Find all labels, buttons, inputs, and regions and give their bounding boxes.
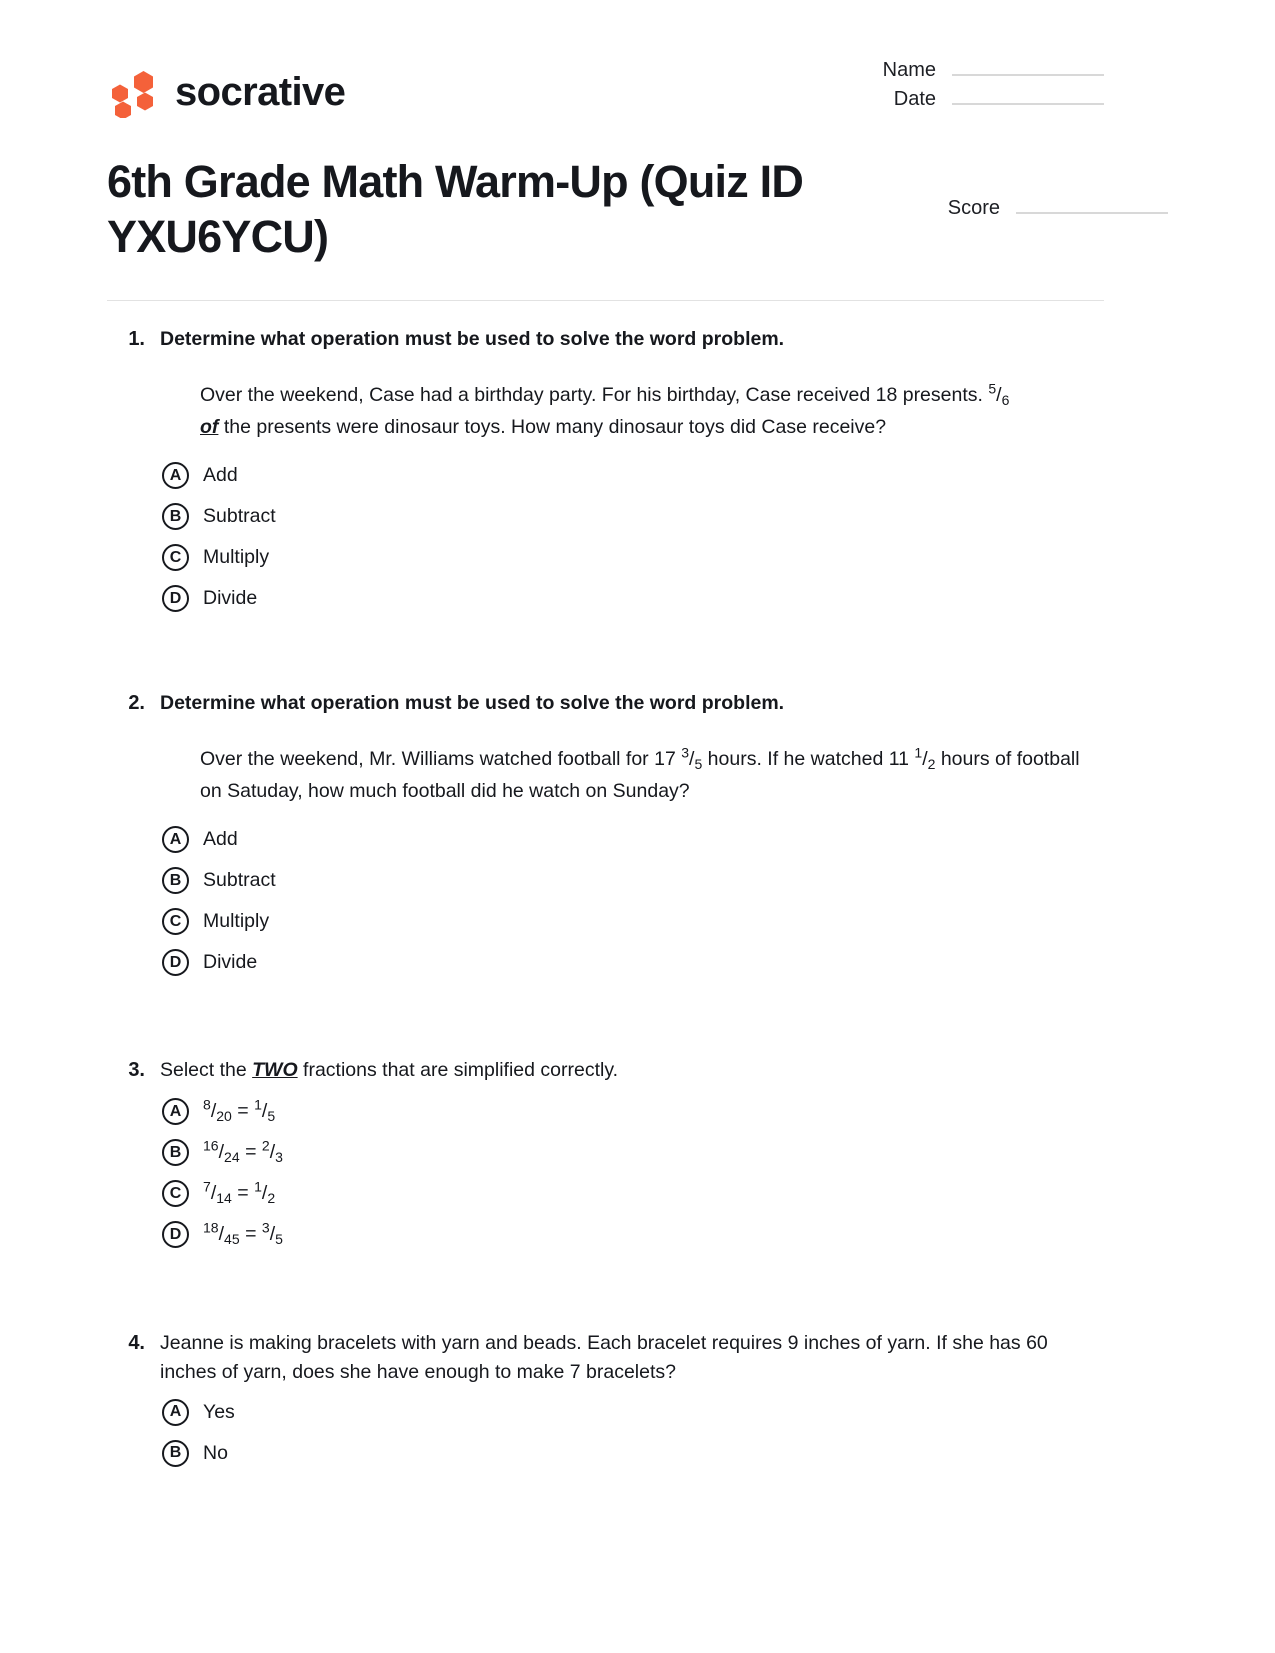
question-1-emphasis: of xyxy=(200,415,219,438)
date-label: Date xyxy=(893,88,936,110)
option-letter-bubble[interactable]: B xyxy=(162,1139,189,1166)
spacer xyxy=(107,647,1104,689)
name-field-row xyxy=(804,58,1104,87)
option-row[interactable] xyxy=(162,860,1104,901)
fraction-slash: / xyxy=(261,1182,268,1205)
fraction-numerator: 7 xyxy=(203,1178,211,1195)
question-4-number: 4. xyxy=(128,1332,145,1355)
option-letter-bubble[interactable]: D xyxy=(162,949,189,976)
fraction-slash: / xyxy=(218,1141,225,1164)
option-label: Subtract xyxy=(203,869,276,892)
question-3-prompt-emphasis: TWO xyxy=(252,1059,298,1082)
fraction-right xyxy=(261,1219,283,1248)
spacer xyxy=(107,1011,1104,1056)
question-3-prompt-pre: Select the xyxy=(160,1059,253,1082)
option-row[interactable] xyxy=(162,1433,1104,1474)
option-label xyxy=(203,1096,276,1125)
socrative-logo xyxy=(107,66,345,118)
option-label: No xyxy=(203,1441,228,1464)
option-row[interactable] xyxy=(162,455,1104,496)
option-label xyxy=(203,1219,283,1248)
option-letter-bubble[interactable]: C xyxy=(162,908,189,935)
option-label xyxy=(203,1178,276,1207)
fraction-denominator: 2 xyxy=(267,1190,276,1207)
question-2-body-mid: hours. If he watched 11 xyxy=(702,748,915,771)
equals-sign: = xyxy=(245,1141,257,1164)
fraction-numerator: 2 xyxy=(261,1137,270,1154)
option-letter-bubble[interactable]: D xyxy=(162,585,189,612)
question-3-number: 3. xyxy=(128,1059,145,1082)
socrative-wordmark: socrative xyxy=(175,70,346,114)
question-1-body xyxy=(200,380,1090,443)
option-row[interactable] xyxy=(162,901,1104,942)
option-label: Multiply xyxy=(203,910,270,933)
question-1-body-post: the presents were dinosaur toys. How many dinosaur toys did Case receive? xyxy=(218,415,887,438)
option-letter-bubble[interactable]: B xyxy=(162,503,189,530)
option-row[interactable] xyxy=(162,1392,1104,1433)
question-2 xyxy=(107,689,1104,983)
question-2-header xyxy=(107,689,1104,718)
fraction-numerator: 18 xyxy=(203,1219,219,1236)
fraction-denominator: 3 xyxy=(275,1149,283,1166)
question-2-fraction-2-denominator: 2 xyxy=(927,756,936,773)
option-letter-bubble[interactable]: D xyxy=(162,1221,189,1248)
equals-sign: = xyxy=(237,1182,249,1205)
name-input-line[interactable] xyxy=(952,58,1104,76)
fraction-left xyxy=(203,1137,240,1166)
fraction-denominator: 14 xyxy=(216,1190,232,1207)
page-header xyxy=(107,58,1104,148)
student-info-fields xyxy=(804,58,1104,116)
header-divider xyxy=(107,300,1104,301)
question-1-options xyxy=(107,455,1104,619)
option-label: Multiply xyxy=(203,545,270,568)
question-4-options xyxy=(107,1392,1104,1474)
name-label: Name xyxy=(882,59,936,81)
socrative-hexagons-icon xyxy=(107,66,159,118)
score-field-row xyxy=(868,196,1168,225)
option-letter-bubble[interactable]: B xyxy=(162,1440,189,1467)
option-row[interactable] xyxy=(162,1132,1104,1173)
question-2-options xyxy=(107,819,1104,983)
fraction-slash: / xyxy=(922,748,928,771)
fraction-slash: / xyxy=(210,1182,217,1205)
option-letter-bubble[interactable]: A xyxy=(162,1399,189,1426)
equals-sign: = xyxy=(237,1100,249,1123)
question-1-fraction xyxy=(988,380,1010,408)
fraction-left xyxy=(203,1219,240,1248)
question-1-prompt: Determine what operation must be used to solve the word problem. xyxy=(160,328,785,350)
option-letter-bubble[interactable]: A xyxy=(162,1098,189,1125)
option-row[interactable] xyxy=(162,819,1104,860)
equals-sign: = xyxy=(245,1223,257,1246)
option-label: Yes xyxy=(203,1400,235,1423)
question-1-header xyxy=(107,325,1104,354)
option-letter-bubble[interactable]: C xyxy=(162,1180,189,1207)
fraction-numerator: 3 xyxy=(261,1219,270,1236)
question-1-body-pre: Over the weekend, Case had a birthday party. For his birthday, Case received 18 presents. xyxy=(200,384,989,406)
question-2-body-pre: Over the weekend, Mr. Williams watched football for 17 xyxy=(200,748,682,771)
option-label: Add xyxy=(203,463,238,486)
fraction-denominator: 45 xyxy=(224,1231,240,1248)
question-2-fraction-1 xyxy=(681,744,703,773)
score-input-line[interactable] xyxy=(1016,196,1168,214)
date-field-row xyxy=(804,87,1104,116)
fraction-numerator: 1 xyxy=(254,1178,262,1195)
option-label: Subtract xyxy=(203,504,276,527)
fraction-left xyxy=(203,1096,232,1125)
question-3-header xyxy=(107,1056,1104,1085)
question-2-fraction-2-numerator: 1 xyxy=(914,744,923,761)
question-4-header xyxy=(107,1329,1104,1386)
spacer xyxy=(107,1283,1104,1329)
score-label: Score xyxy=(947,197,1000,219)
fraction-slash: / xyxy=(269,1223,276,1246)
fraction-denominator: 24 xyxy=(224,1149,240,1166)
question-2-fraction-1-numerator: 3 xyxy=(681,744,690,761)
option-letter-bubble[interactable]: A xyxy=(162,462,189,489)
score-field-block xyxy=(868,196,1168,225)
fraction-left xyxy=(203,1178,232,1207)
question-3 xyxy=(107,1056,1104,1255)
option-row[interactable] xyxy=(162,1173,1104,1214)
question-1 xyxy=(107,325,1104,619)
questions-list xyxy=(107,325,1104,1502)
question-2-body-post: hours of football on Satuday, how much football did he watch on Sunday? xyxy=(200,748,1080,802)
question-3-options xyxy=(107,1091,1104,1255)
fraction-numerator: 16 xyxy=(203,1137,219,1154)
option-letter-bubble[interactable]: B xyxy=(162,867,189,894)
question-4 xyxy=(107,1329,1104,1474)
option-row[interactable] xyxy=(162,1091,1104,1132)
fraction-slash: / xyxy=(261,1100,268,1123)
question-4-prompt: Jeanne is making bracelets with yarn and beads. Each bracelet requires 9 inches of yarn. If she has 60 inches of yarn, does she have enough to make 7 bracelets? xyxy=(160,1332,1048,1383)
question-2-body xyxy=(200,744,1090,807)
option-letter-bubble[interactable]: A xyxy=(162,826,189,853)
fraction-slash: / xyxy=(689,748,695,771)
date-input-line[interactable] xyxy=(952,87,1104,105)
fraction-right xyxy=(261,1137,283,1166)
fraction-denominator: 20 xyxy=(216,1108,232,1125)
fraction-slash: / xyxy=(269,1141,276,1164)
option-row[interactable] xyxy=(162,578,1104,619)
option-label: Add xyxy=(203,828,238,851)
option-row[interactable] xyxy=(162,496,1104,537)
fraction-right xyxy=(254,1096,276,1125)
page-title: 6th Grade Math Warm-Up (Quiz ID YXU6YCU) xyxy=(107,156,804,262)
option-label xyxy=(203,1137,283,1166)
option-label: Divide xyxy=(203,586,258,609)
fraction-slash: / xyxy=(996,384,1002,406)
question-1-fraction-numerator: 5 xyxy=(988,380,997,397)
option-label: Divide xyxy=(203,951,258,974)
option-letter-bubble[interactable]: C xyxy=(162,544,189,571)
question-3-prompt-post: fractions that are simplified correctly. xyxy=(297,1059,619,1082)
fraction-denominator: 5 xyxy=(267,1108,276,1125)
fraction-numerator: 8 xyxy=(203,1096,211,1113)
fraction-slash: / xyxy=(210,1100,217,1123)
question-1-fraction-denominator: 6 xyxy=(1001,391,1010,408)
question-3-prompt xyxy=(160,1056,1104,1084)
option-row[interactable] xyxy=(162,942,1104,983)
fraction-denominator: 5 xyxy=(275,1231,283,1248)
question-2-fraction-1-denominator: 5 xyxy=(694,756,703,773)
fraction-right xyxy=(254,1178,276,1207)
option-row[interactable] xyxy=(162,1214,1104,1255)
option-row[interactable] xyxy=(162,537,1104,578)
question-2-number: 2. xyxy=(128,692,145,715)
question-2-fraction-2 xyxy=(914,744,936,773)
fraction-numerator: 1 xyxy=(254,1096,262,1113)
question-2-prompt: Determine what operation must be used to solve the word problem. xyxy=(160,692,785,715)
fraction-slash: / xyxy=(218,1223,225,1246)
question-1-number: 1. xyxy=(128,328,145,350)
